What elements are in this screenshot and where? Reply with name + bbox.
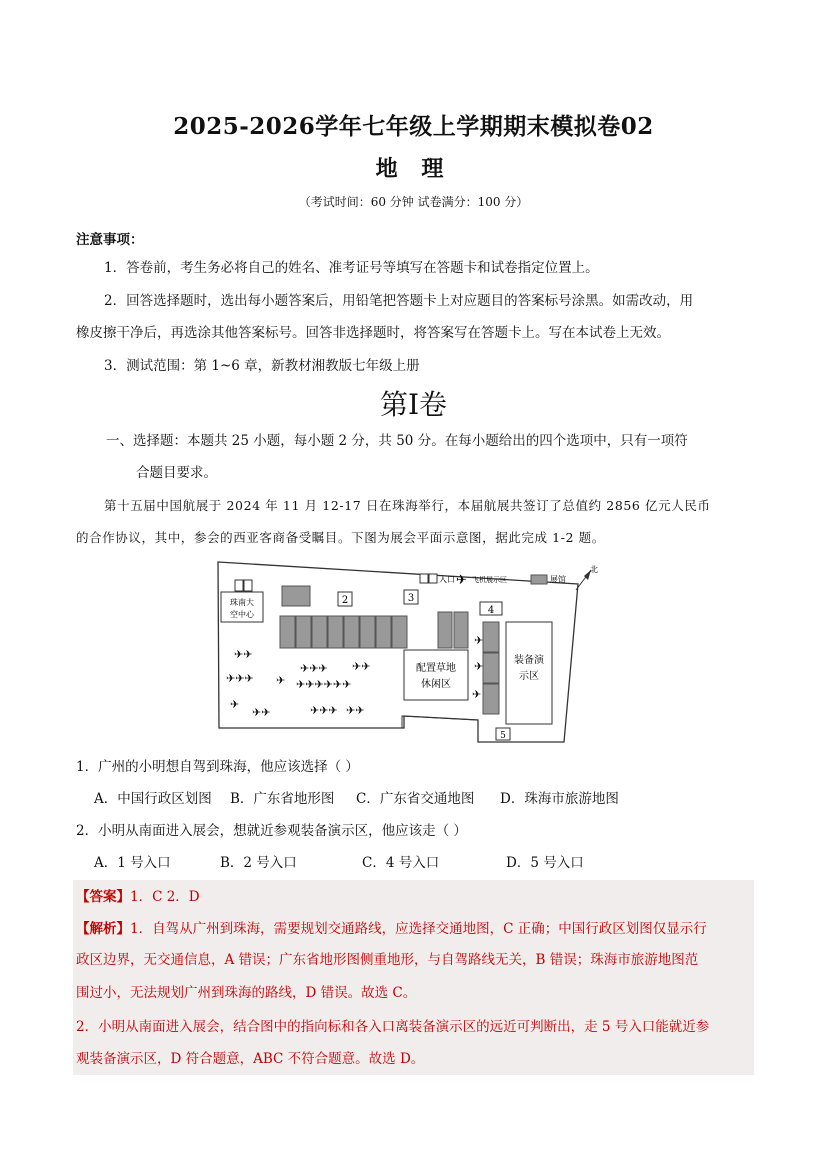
- svg-text:✈✈: ✈✈: [346, 704, 365, 717]
- hall-legend-icon: [531, 575, 547, 584]
- legend-aircraft: 飞机展示区: [472, 576, 507, 584]
- center-label-1: 珠南大: [230, 598, 254, 607]
- q2-option-a[interactable]: A．1 号入口: [94, 855, 171, 871]
- north-label: 北: [590, 565, 598, 574]
- demo-label-2: 示区: [519, 671, 539, 682]
- notice-item-2: 2．回答选择题时，选出每小题答案后，用铅笔把答题卡上对应题目的答案标号涂黑。如需改动，用: [104, 293, 694, 309]
- notice-item-1: 1．答卷前，考生务必将自己的姓名、准考证号等填写在答题卡和试卷指定位置上。: [104, 260, 599, 276]
- passage-line-2: 的合作协议，其中，参会的西亚客商备受瞩目。下图为展会平面示意图，据此完成 1-2 题。: [76, 530, 605, 545]
- analysis-line-4: 2．小明从南面进入展会，结合图中的指向标和各入口离装备演示区的远近可判断出，走 5 号入口能就近参: [76, 1019, 710, 1035]
- svg-text:✈✈: ✈✈: [352, 660, 371, 673]
- gate-3: 3: [407, 593, 415, 604]
- svg-text:✈✈: ✈✈: [234, 648, 253, 661]
- answer-label: 【答案】: [76, 889, 130, 905]
- analysis-label: 【解析】: [76, 921, 130, 937]
- svg-text:✈: ✈: [230, 698, 240, 711]
- svg-text:✈: ✈: [474, 660, 484, 673]
- answer-value: 1．C 2．D: [130, 889, 200, 905]
- subject-title: 地 理: [375, 156, 452, 182]
- question-2-options: [94, 848, 584, 878]
- analysis-line-3: 围过小，无法规划广州到珠海的路线，D 错误。故选 C。: [76, 985, 417, 1001]
- analysis-line-5: 观装备演示区，D 符合题意，ABC 不符合题意。故选 D。: [76, 1051, 425, 1067]
- svg-text:✈✈✈✈✈✈: ✈✈✈✈✈✈: [296, 678, 352, 691]
- hall: [282, 586, 310, 606]
- legend-hall: 展馆: [550, 575, 566, 584]
- answer-line: [76, 882, 200, 912]
- q1-option-a[interactable]: A．中国行政区划图: [94, 791, 212, 807]
- svg-text:✈✈: ✈✈: [252, 706, 271, 719]
- q2-option-d[interactable]: D．5 号入口: [506, 855, 584, 871]
- q1-option-b[interactable]: B．广东省地形图: [230, 791, 335, 807]
- center-label-2: 空中心: [230, 610, 254, 619]
- analysis-line-2: 政区边界，无交通信息，A 错误；广东省地形图侧重地形，与自驾路线无关，B 错误；珠海市旅游地图范: [76, 952, 699, 968]
- gate-5: 5: [500, 731, 506, 741]
- lawn-area: [404, 650, 468, 700]
- notice-item-2-cont: 橡皮擦干净后，再选涂其他答案标号。回答非选择题时，将答案写在答题卡上。写在本试卷上无效。: [76, 325, 670, 341]
- svg-text:✈✈✈: ✈✈✈: [310, 704, 338, 717]
- svg-text:✈✈✈: ✈✈✈: [300, 662, 328, 675]
- exam-info: （考试时间：60 分钟 试卷满分：100 分）: [298, 195, 529, 209]
- question-1-stem: 1．广州的小明想自驾到珠海，他应该选择（ ）: [76, 759, 359, 775]
- notice-item-3: 3．测试范围：第 1~6 章，新教材湘教版七年级上册: [104, 358, 420, 374]
- q1-option-c[interactable]: C．广东省交通地图: [356, 791, 475, 807]
- exam-title: 2025-2026学年七年级上学期期末模拟卷02: [173, 113, 654, 140]
- q2-option-b[interactable]: B．2 号入口: [220, 855, 297, 871]
- entrance-legend-icon: [420, 574, 428, 583]
- demo-label-1: 装备演: [514, 655, 544, 666]
- svg-text:✈: ✈: [276, 674, 286, 687]
- exhibition-map: [216, 560, 598, 742]
- legend-entrance: 入口: [439, 575, 455, 584]
- section-heading: 一、选择题：本题共 25 小题，每小题 2 分，共 50 分。在每小题给出的四个选项中，只有一项符: [106, 433, 688, 449]
- analysis-line-1: [76, 914, 756, 944]
- volume-heading: 第I卷: [379, 388, 448, 421]
- svg-text:✈: ✈: [472, 688, 482, 701]
- passage-line-1: 第十五届中国航展于 2024 年 11 月 12-17 日在珠海举行，本届航展共签订了总值约 2856 亿元人民币: [104, 498, 711, 513]
- aircraft-legend-icon: ✈: [456, 573, 467, 588]
- analysis-text-1: 1．自驾从广州到珠海，需要规划交通路线，应选择交通地图，C 正确；中国行政区划图仅显示行: [130, 921, 707, 937]
- notice-heading: 注意事项：: [76, 232, 144, 248]
- question-2-stem: 2．小明从南面进入展会，想就近参观装备演示区，他应该走（ ）: [76, 823, 467, 839]
- svg-text:✈: ✈: [474, 634, 484, 647]
- q2-option-c[interactable]: C．4 号入口: [362, 855, 440, 871]
- question-1-options: [94, 784, 619, 814]
- gate-4: 4: [487, 605, 495, 616]
- q1-option-d[interactable]: D．珠海市旅游地图: [500, 791, 619, 807]
- lawn-label-2: 休闲区: [421, 679, 451, 690]
- svg-text:✈✈✈: ✈✈✈: [226, 672, 254, 685]
- section-heading-cont: 合题目要求。: [136, 465, 217, 481]
- gate-2: 2: [341, 595, 349, 606]
- lawn-label-1: 配置草地: [416, 663, 456, 674]
